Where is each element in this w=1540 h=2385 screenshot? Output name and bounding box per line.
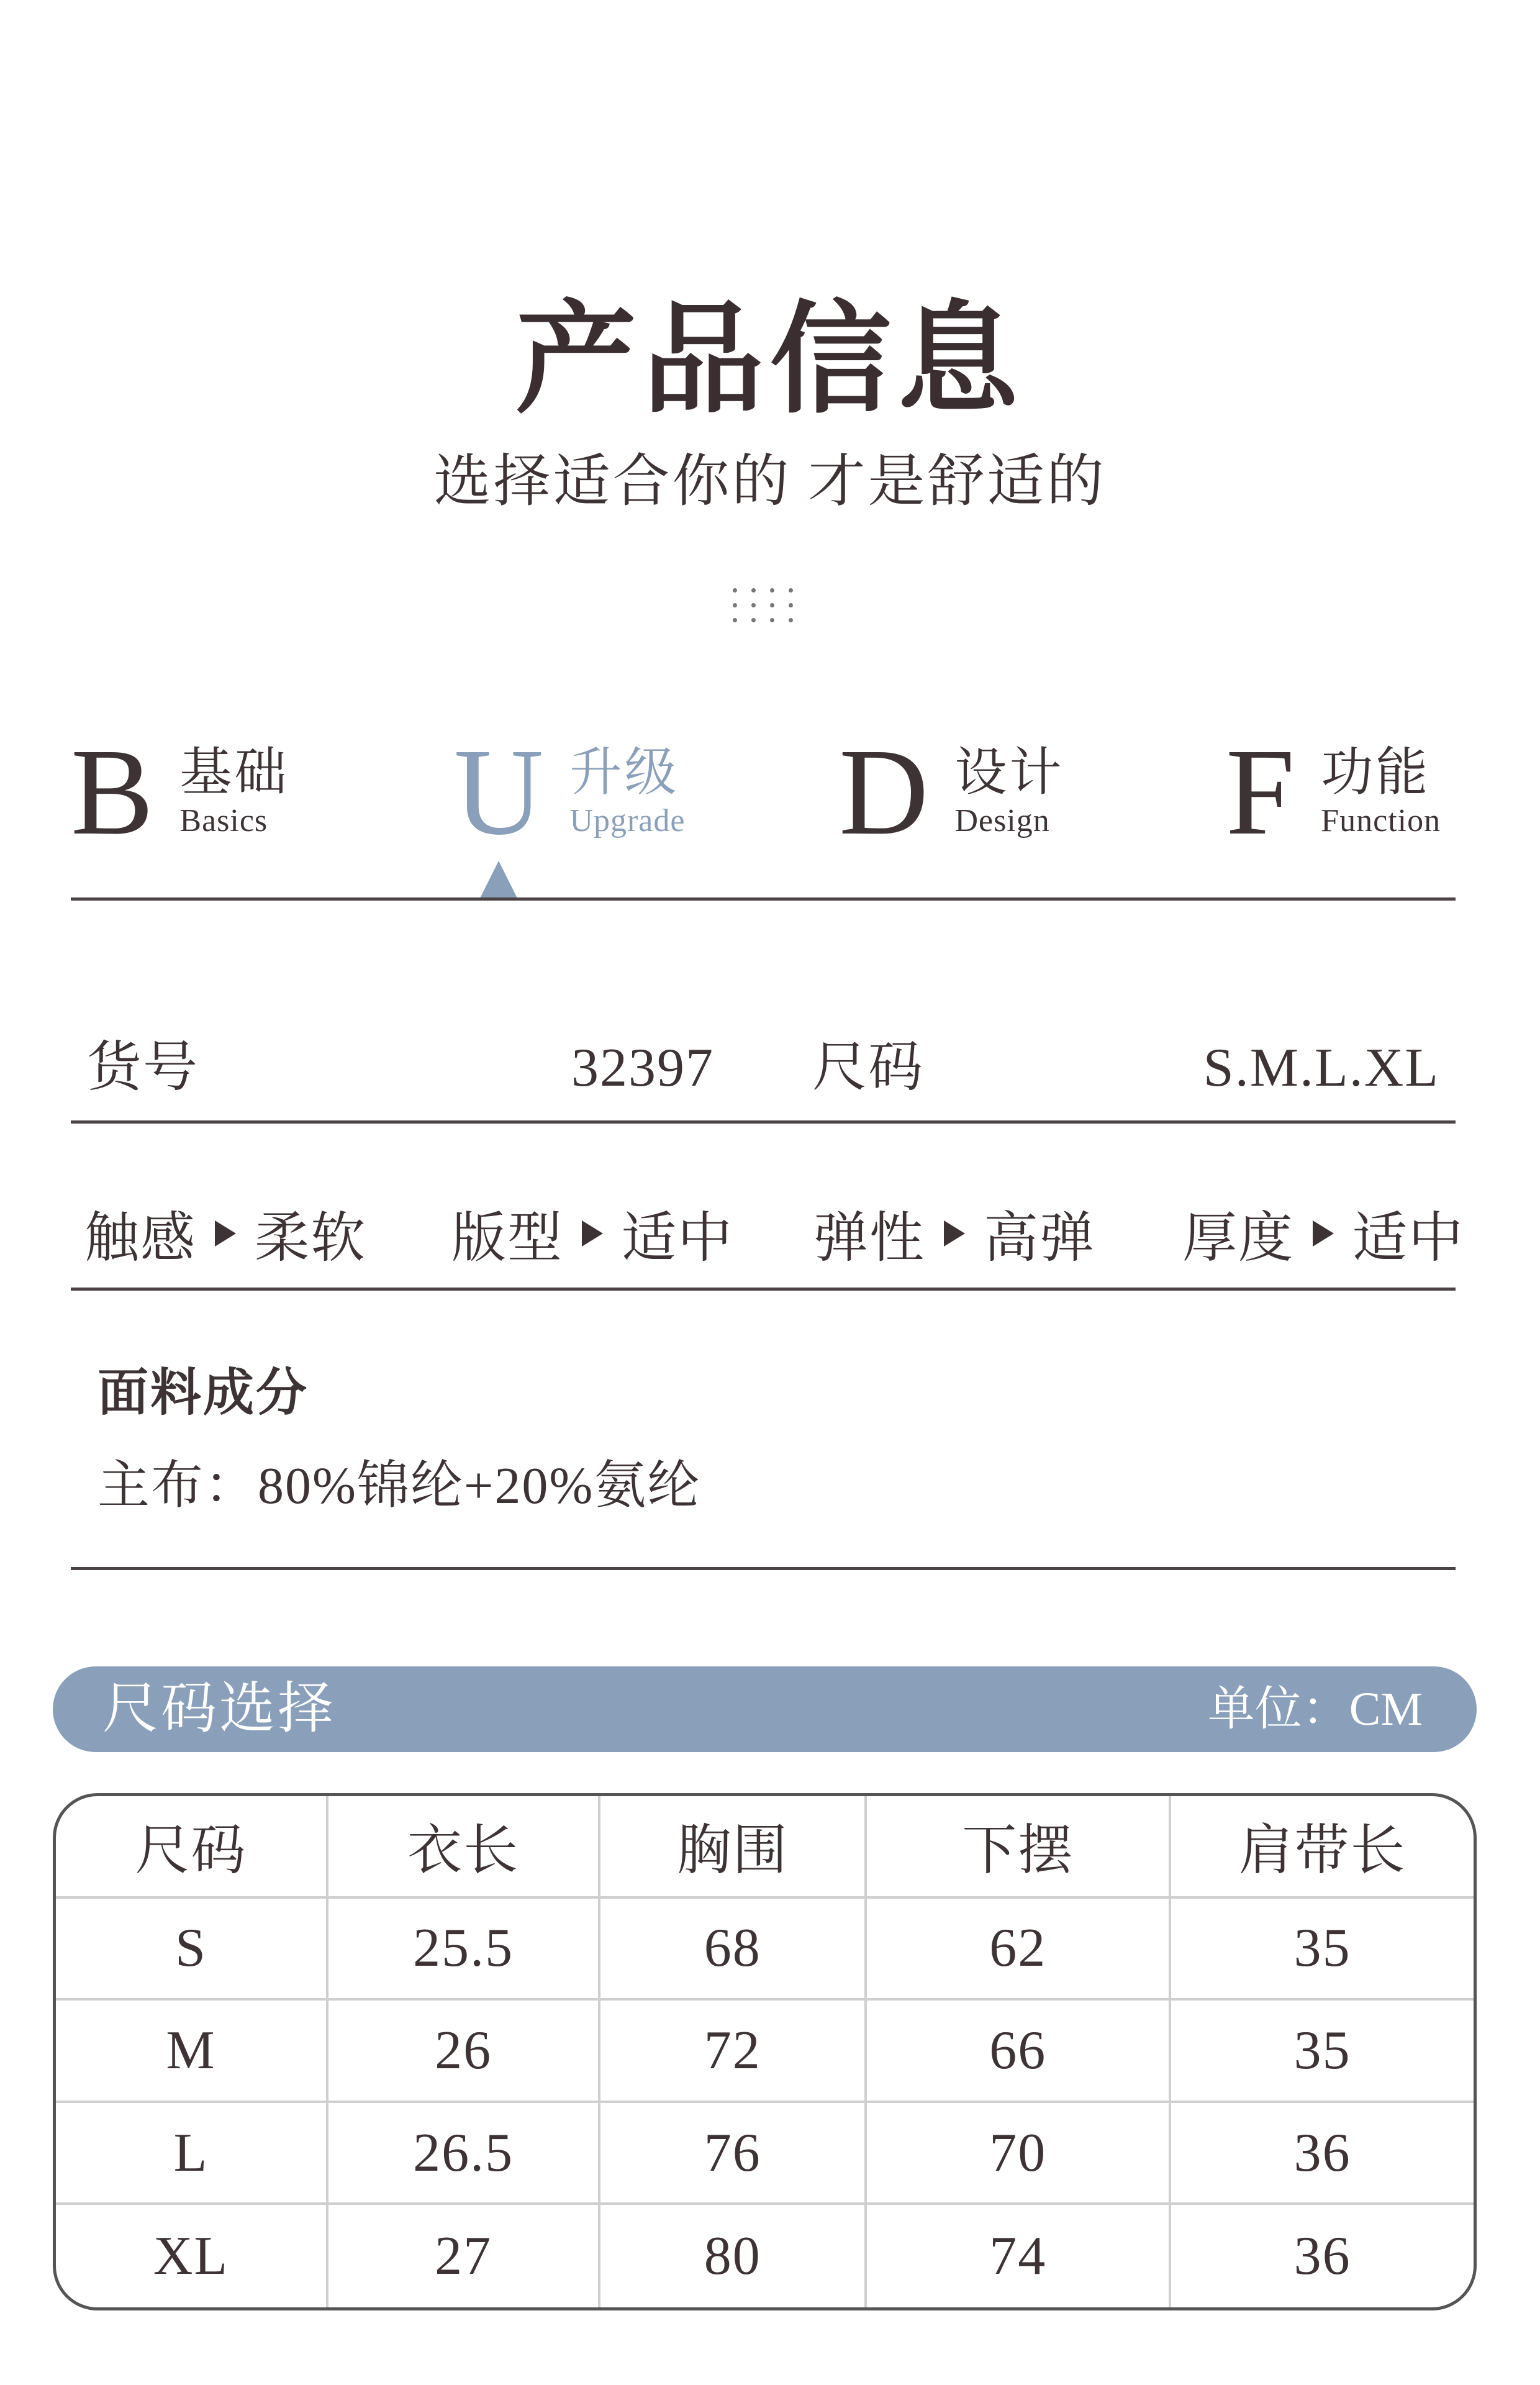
divider: [71, 1567, 1456, 1570]
tab-label: 基础: [179, 744, 289, 802]
triangle-right-icon: [1313, 1220, 1334, 1247]
table-cell: 80: [600, 2205, 867, 2307]
table-cell: 25.5: [328, 1899, 600, 2001]
table-header-cell: 尺码: [56, 1796, 328, 1899]
attributes-row: [0, 1202, 1540, 1269]
tab-text: [569, 745, 685, 840]
divider: [71, 1288, 1456, 1291]
tab-basics[interactable]: [71, 724, 289, 861]
attribute-name: 厚度: [1182, 1209, 1295, 1269]
triangle-right-icon: [944, 1220, 965, 1247]
page-subtitle: 选择适合你的 才是舒适的: [433, 450, 1107, 513]
attribute-elasticity: [813, 1202, 1096, 1269]
table-cell: 68: [600, 1899, 867, 2001]
attribute-fit: [451, 1202, 734, 1269]
tab-text: [1321, 745, 1441, 840]
table-cell: 27: [328, 2205, 600, 2307]
table-cell: 35: [1171, 1899, 1474, 2001]
table-cell: 26.5: [328, 2103, 600, 2206]
item-no-label: 货号: [87, 1038, 199, 1098]
tab-label: 升级: [569, 744, 679, 802]
table-cell: XL: [56, 2205, 328, 2307]
table-cell: 26: [328, 2001, 600, 2103]
table-header-cell: 胸围: [600, 1796, 867, 1899]
table-cell: M: [56, 2001, 328, 2103]
tab-letter: B: [71, 724, 154, 861]
divider: [71, 1120, 1456, 1124]
size-chart-title: 尺码选择: [102, 1678, 336, 1740]
tab-sublabel: Design: [954, 803, 1050, 838]
table-header-cell: 衣长: [328, 1796, 600, 1899]
tab-text: [179, 745, 289, 840]
tab-letter: D: [839, 724, 929, 861]
tab-upgrade[interactable]: [454, 724, 686, 861]
table-cell: S: [56, 1899, 328, 2001]
attribute-name: 触感: [84, 1209, 197, 1269]
triangle-right-icon: [582, 1220, 603, 1247]
tab-sublabel: Upgrade: [569, 803, 686, 838]
fabric-content: 主布：80%锦纶+20%氨纶: [97, 1457, 701, 1515]
tab-letter-text: U: [454, 724, 544, 861]
page-title: 产品信息: [515, 294, 1025, 428]
size-chart-unit: 单位：CM: [1207, 1683, 1423, 1735]
sizes-value: S.M.L.XL: [1203, 1038, 1439, 1098]
tab-function[interactable]: [1226, 724, 1441, 861]
fabric-title: 面料成分: [97, 1365, 309, 1421]
tab-sublabel: Function: [1321, 803, 1441, 838]
table-header-cell: 下摆: [867, 1796, 1171, 1899]
tab-text: [954, 745, 1064, 840]
tab-label: 设计: [954, 744, 1064, 802]
attribute-value: 适中: [1352, 1209, 1465, 1269]
table-header-cell: 肩带长: [1171, 1796, 1474, 1899]
dots-ornament-icon: [733, 588, 793, 622]
item-no-value: 32397: [571, 1038, 714, 1098]
active-tab-pointer-icon: [479, 861, 518, 899]
table-cell: 76: [600, 2103, 867, 2206]
attribute-value: 高弹: [984, 1209, 1096, 1269]
attribute-value: 适中: [622, 1209, 734, 1269]
attribute-touch: [84, 1202, 367, 1269]
size-chart-banner: [53, 1666, 1477, 1752]
attribute-name: 弹性: [813, 1209, 926, 1269]
size-table: [53, 1793, 1477, 2310]
triangle-right-icon: [215, 1220, 236, 1247]
tab-design[interactable]: [839, 724, 1064, 861]
attribute-value: 柔软: [255, 1209, 367, 1269]
item-info-row: [0, 1037, 1540, 1099]
table-cell: 35: [1171, 2001, 1474, 2103]
table-cell: 66: [867, 2001, 1171, 2103]
attribute-thickness: [1182, 1202, 1465, 1269]
tab-label: 功能: [1321, 744, 1431, 802]
table-cell: 36: [1293, 2226, 1351, 2287]
tab-sublabel: Basics: [179, 803, 268, 838]
table-cell: 62: [867, 1899, 1171, 2001]
size-label: 尺码: [812, 1038, 925, 1098]
tabs-divider: [71, 897, 1456, 901]
attribute-name: 版型: [451, 1209, 564, 1269]
tab-letter: [454, 724, 544, 861]
tab-letter: F: [1226, 724, 1295, 861]
table-cell: 72: [600, 2001, 867, 2103]
table-cell: 36: [1171, 2103, 1474, 2206]
table-cell: L: [56, 2103, 328, 2206]
table-cell: 70: [867, 2103, 1171, 2206]
table-cell: 74: [867, 2205, 1171, 2307]
